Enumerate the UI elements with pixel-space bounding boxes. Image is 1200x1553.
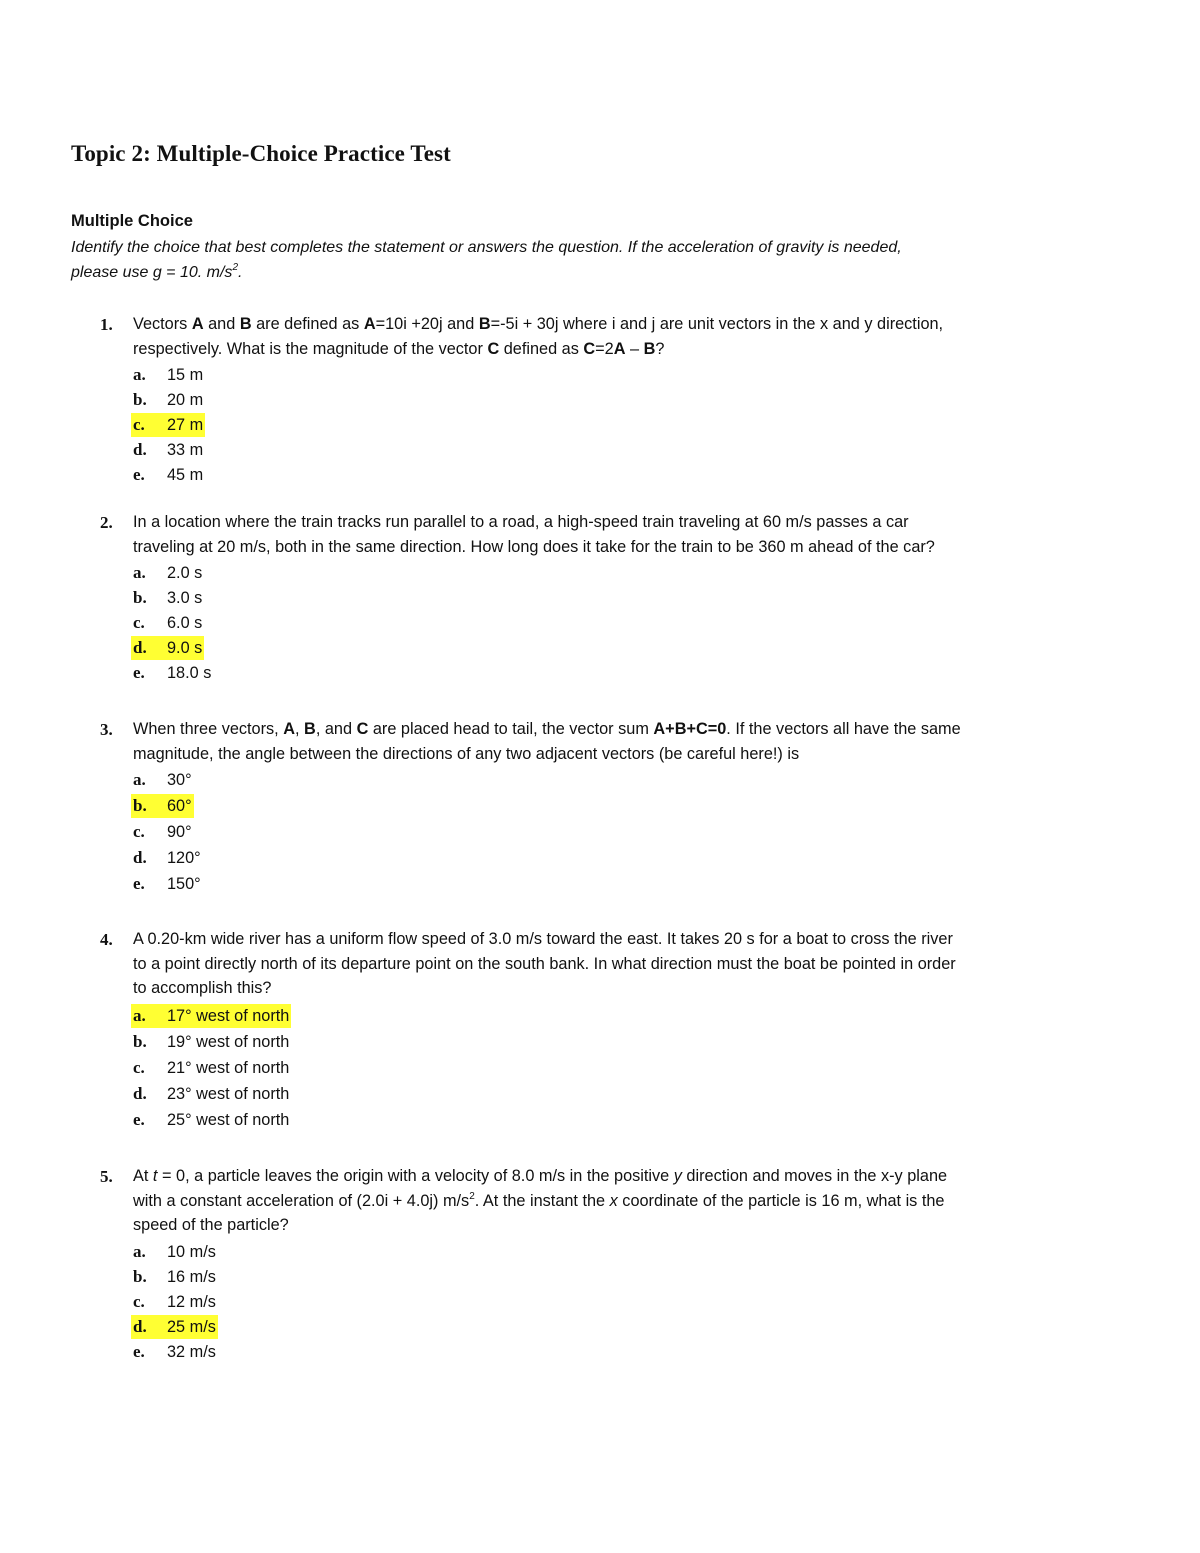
answer-option-a — [131, 768, 194, 792]
question-number: 2. — [100, 513, 113, 532]
option-letter: c. — [133, 613, 145, 632]
option-letter: d. — [133, 638, 147, 657]
option-text: 3.0 s — [167, 589, 203, 607]
answer-option-b — [131, 586, 204, 610]
question-text-line: At t = 0, a particle leaves the origin with a velocity of 8.0 m/s in the positive y direction and moves in the x-y plane — [133, 1167, 948, 1185]
instructions-superscript: 2 — [232, 262, 238, 273]
answer-option-e — [131, 872, 203, 896]
option-letter: a. — [133, 365, 146, 384]
option-text: 9.0 s — [167, 639, 203, 657]
question-text-line: magnitude, the angle between the directions of any two adjacent vectors (be careful here!) is — [133, 745, 800, 763]
question-text-line: to accomplish this? — [133, 979, 272, 997]
option-text: 20 m — [167, 391, 204, 409]
option-letter: b. — [133, 796, 147, 815]
answer-option-a — [131, 1240, 218, 1264]
question-text-line: speed of the particle? — [133, 1216, 289, 1234]
option-letter: d. — [133, 1317, 147, 1336]
option-letter: b. — [133, 588, 147, 607]
question-text-line: with a constant acceleration of (2.0i + 4.0j) $m/s^2$. At the instant the x coordinate of the particle is 16 m, what is the — [133, 1191, 945, 1210]
instructions-text: please use g = 10. m/s — [71, 264, 233, 281]
option-letter: e. — [133, 874, 145, 893]
instructions-line-1: Identify the choice that best completes the statement or answers the question. If the acceleration of gravity is needed, — [71, 239, 902, 256]
option-letter: a. — [133, 1006, 146, 1025]
option-letter: d. — [133, 848, 147, 867]
option-letter: e. — [133, 1342, 145, 1361]
question-text-line: In a location where the train tracks run parallel to a road, a high-speed train traveling at 60 m/s passes a car — [133, 513, 909, 531]
answer-option-b — [131, 1030, 291, 1054]
option-text: 33 m — [167, 441, 204, 459]
answer-option-a — [131, 561, 204, 585]
option-letter: c. — [133, 1058, 145, 1077]
question-text-line: Vectors A and B are defined as A=10i +20j and B=-5i + 30j where i and j are unit vectors in the x and y direction, — [133, 315, 944, 333]
answer-option-a — [131, 363, 205, 387]
answer-option-b — [131, 794, 194, 818]
answer-option-c — [131, 820, 194, 844]
answer-option-d — [131, 636, 204, 660]
section-heading: Multiple Choice — [71, 212, 193, 230]
option-text: 23° west of north — [167, 1085, 290, 1103]
question-number: 3. — [100, 720, 113, 739]
answer-option-b — [131, 388, 205, 412]
option-text: 19° west of north — [167, 1033, 290, 1051]
option-letter: c. — [133, 822, 145, 841]
option-letter: e. — [133, 663, 145, 682]
option-text: 150° — [167, 875, 201, 893]
answer-option-a — [131, 1004, 291, 1028]
answer-option-c — [131, 1056, 291, 1080]
option-text: 30° — [167, 771, 192, 789]
answer-option-d — [131, 846, 203, 870]
option-letter: a. — [133, 563, 146, 582]
option-text: 25° west of north — [167, 1111, 290, 1129]
question-text-line: When three vectors, A, B, and C are placed head to tail, the vector sum A+B+C=0. If the vectors all have the same — [133, 720, 961, 738]
question-text-line: respectively. What is the magnitude of the vector C defined as C=2A – B? — [133, 340, 665, 358]
option-text: 6.0 s — [167, 614, 203, 632]
question-number: 5. — [100, 1167, 113, 1186]
question-text-line: traveling at 20 m/s, both in the same direction. How long does it take for the train to be 360 m ahead of the car? — [133, 538, 935, 556]
question-text-line: to a point directly north of its departure point on the south bank. In what direction must the boat be pointed in order — [133, 955, 956, 973]
answer-option-e — [131, 1108, 291, 1132]
question-text-line: A 0.20-km wide river has a uniform flow speed of 3.0 m/s toward the east. It takes 20 s for a boat to cross the river — [133, 930, 953, 948]
answer-option-e — [131, 661, 213, 685]
option-letter: c. — [133, 1292, 145, 1311]
option-text: 27 m — [167, 416, 204, 434]
answer-option-d — [131, 1315, 218, 1339]
answer-option-e — [131, 1340, 218, 1364]
answer-option-d — [131, 438, 205, 462]
option-text: 17° west of north — [167, 1007, 290, 1025]
option-letter: d. — [133, 1084, 147, 1103]
option-text: 10 m/s — [167, 1243, 216, 1261]
instructions-line-2 — [71, 264, 242, 282]
option-letter: b. — [133, 390, 147, 409]
page-title: Topic 2: Multiple-Choice Practice Test — [71, 141, 451, 166]
option-text: 12 m/s — [167, 1293, 216, 1311]
option-letter: e. — [133, 465, 145, 484]
option-text: 15 m — [167, 366, 204, 384]
question-number: 1. — [100, 315, 113, 334]
option-text: 21° west of north — [167, 1059, 290, 1077]
option-letter: b. — [133, 1267, 147, 1286]
option-text: 25 m/s — [167, 1318, 216, 1336]
answer-option-c — [131, 611, 204, 635]
answer-option-e — [131, 463, 205, 487]
option-letter: b. — [133, 1032, 147, 1051]
option-text: 18.0 s — [167, 664, 212, 682]
option-text: 32 m/s — [167, 1343, 216, 1361]
answer-option-c — [131, 1290, 218, 1314]
option-letter: a. — [133, 1242, 146, 1261]
option-letter: c. — [133, 415, 145, 434]
option-letter: e. — [133, 1110, 145, 1129]
option-text: 90° — [167, 823, 192, 841]
option-text: 45 m — [167, 466, 204, 484]
option-text: 60° — [167, 797, 192, 815]
option-text: 120° — [167, 849, 201, 867]
instructions-period: . — [238, 264, 243, 281]
question-number: 4. — [100, 930, 113, 949]
answer-option-c — [131, 413, 205, 437]
answer-option-d — [131, 1082, 291, 1106]
answer-option-b — [131, 1265, 218, 1289]
option-text: 16 m/s — [167, 1268, 216, 1286]
option-letter: a. — [133, 770, 146, 789]
option-text: 2.0 s — [167, 564, 203, 582]
option-letter: d. — [133, 440, 147, 459]
